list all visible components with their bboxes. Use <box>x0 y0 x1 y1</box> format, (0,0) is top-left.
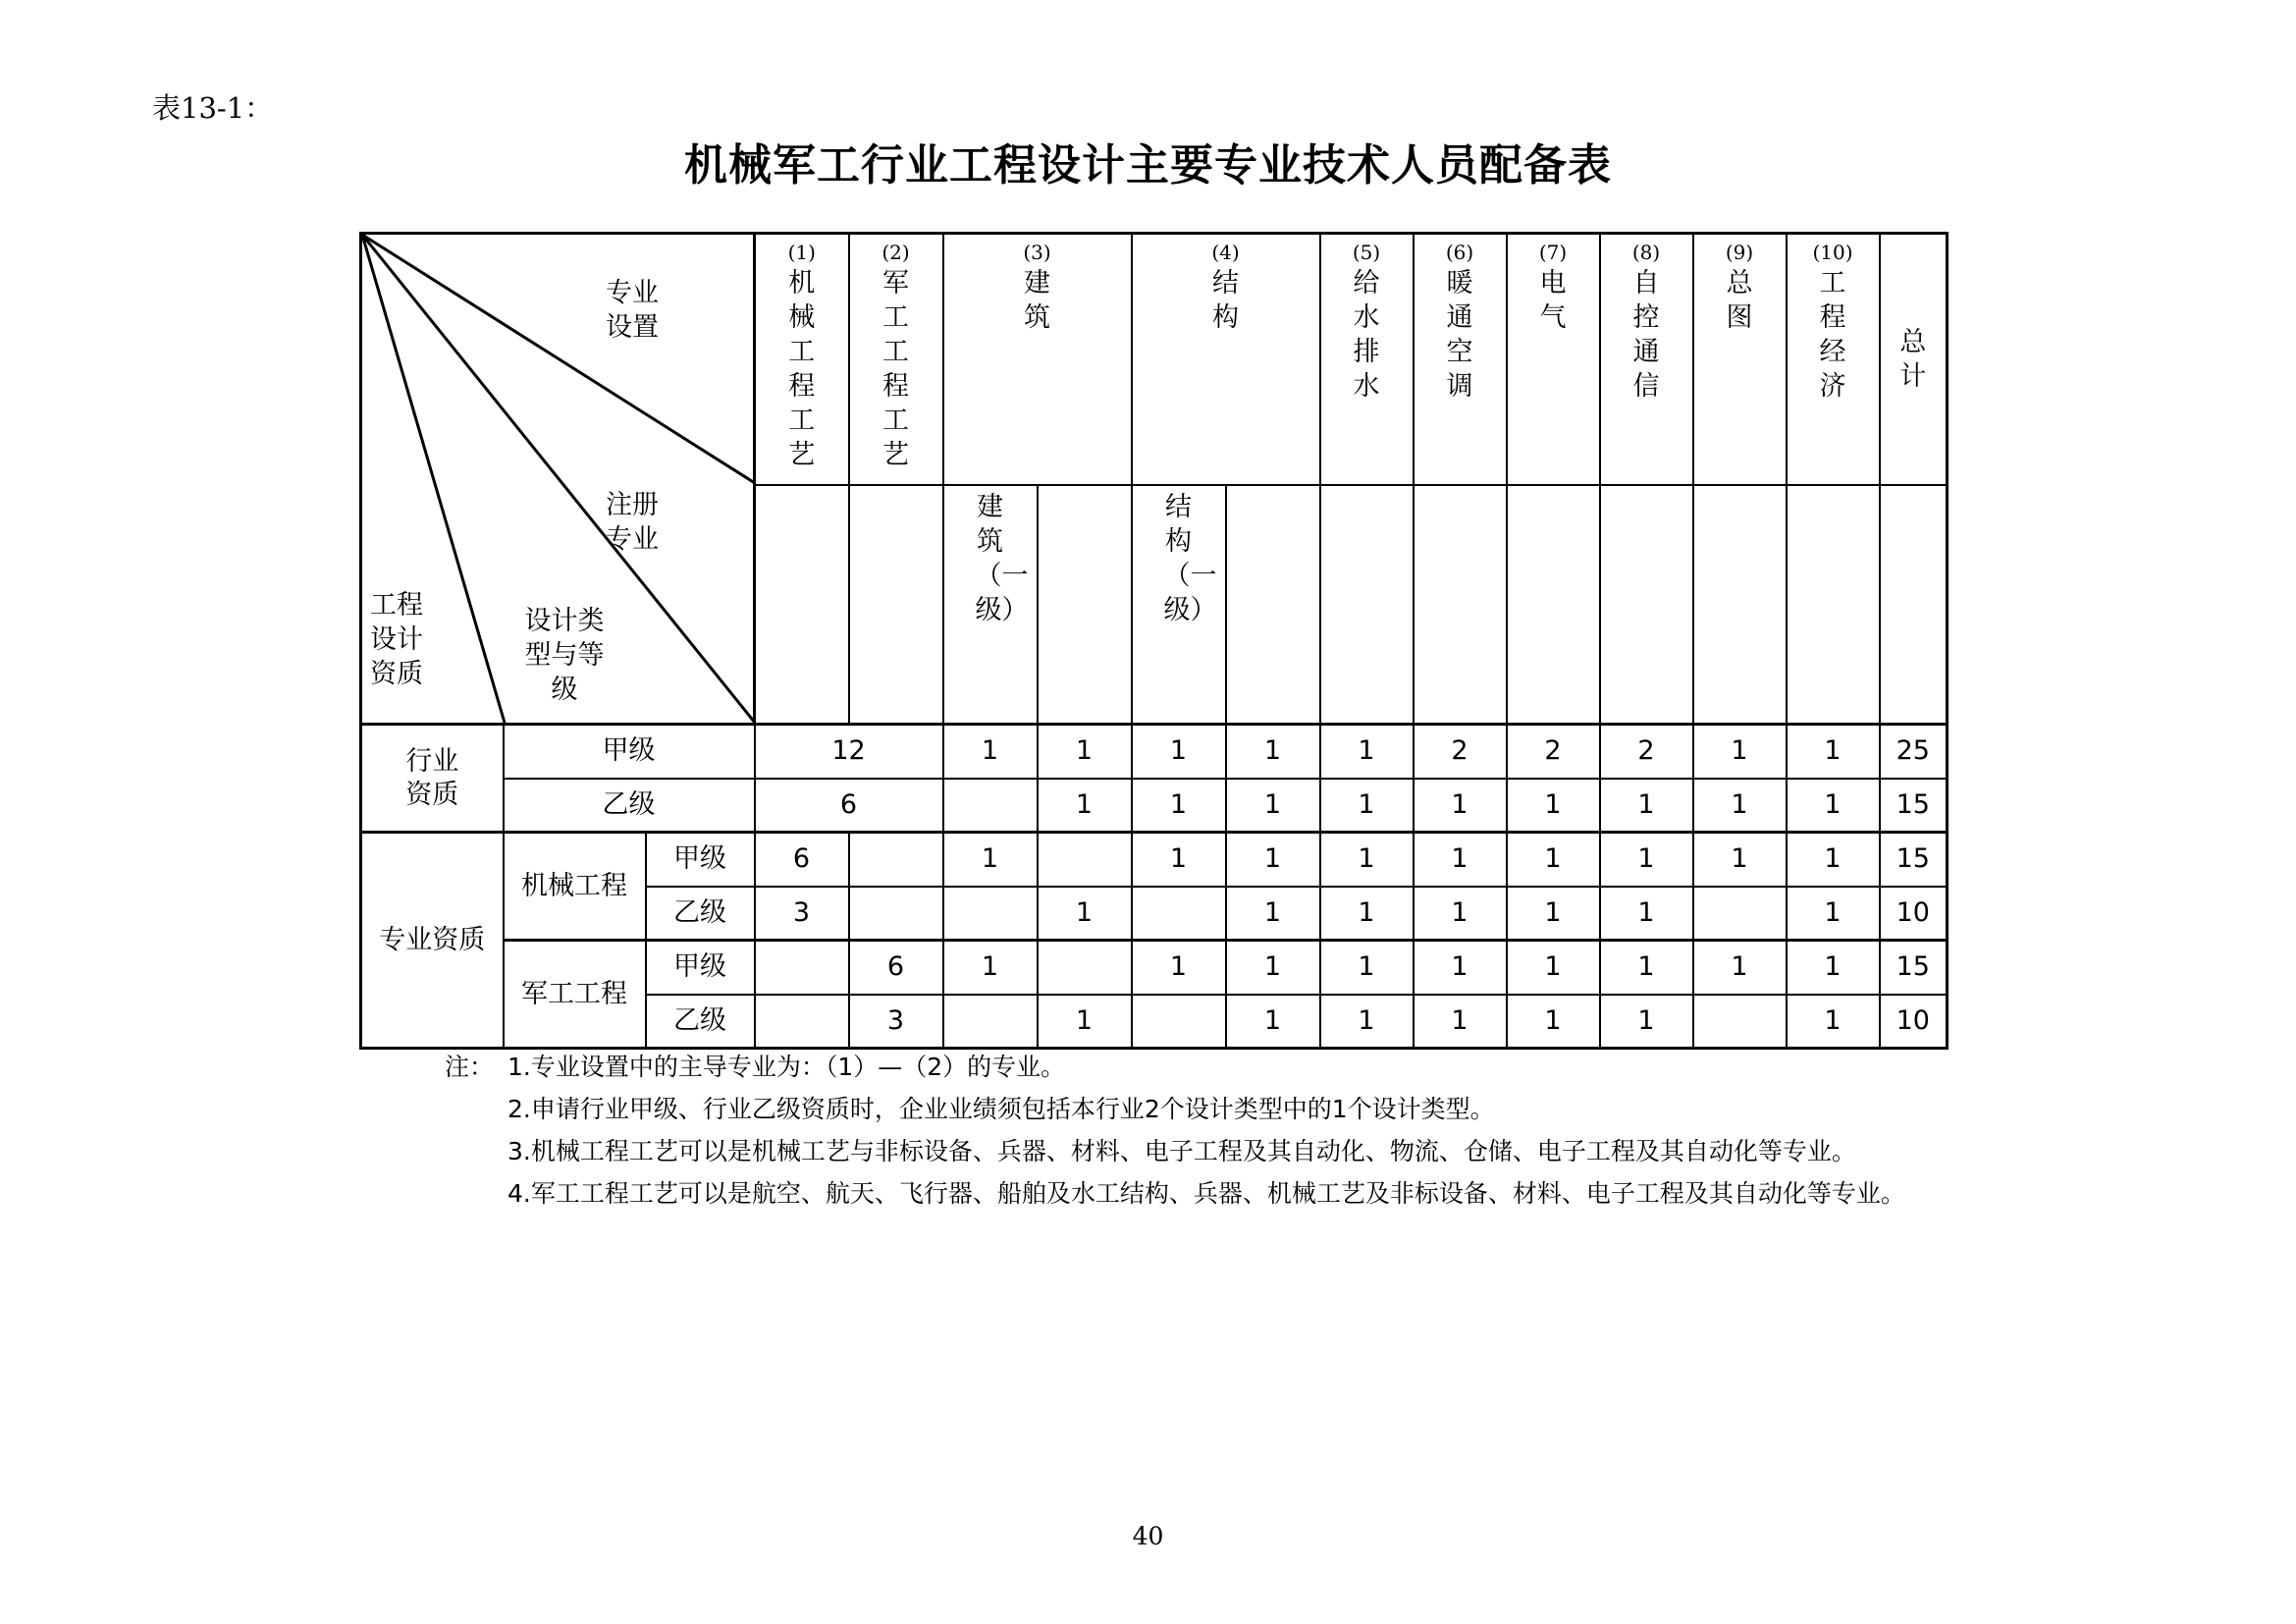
total-cell: 15 <box>1880 833 1948 887</box>
data-cell: 1 <box>1414 887 1507 941</box>
page-title: 机械军工行业工程设计主要专业技术人员配备表 <box>684 140 1612 190</box>
data-cell <box>1038 941 1132 995</box>
note-text: 1.专业设置中的主导专业为：（1）—（2）的专业。 <box>507 1053 1066 1081</box>
corner-label-qualification: 工程设计资质 <box>370 590 423 689</box>
diagonal-header <box>361 234 755 725</box>
level-cell: 甲级 <box>646 833 755 887</box>
registered-cell <box>1038 485 1132 725</box>
data-cell: 3 <box>849 995 943 1049</box>
note-item <box>445 1049 1956 1085</box>
note-text: 4.军工工程工艺可以是航空、航天、飞行器、船舶及水工结构、兵器、机械工艺及非标设备、材料、电子工程及其自动化等专业。 <box>507 1179 1905 1208</box>
data-cell <box>1132 887 1226 941</box>
data-cell: 1 <box>1226 887 1320 941</box>
registered-cell <box>1414 485 1507 725</box>
data-cell: 1 <box>1507 779 1600 833</box>
level-cell: 甲级 <box>646 941 755 995</box>
data-cell: 1 <box>943 941 1038 995</box>
total-cell: 25 <box>1880 725 1948 779</box>
registered-cell <box>1226 485 1320 725</box>
total-header: 总计 <box>1880 234 1948 485</box>
data-cell: 1 <box>1693 833 1787 887</box>
industry-qualification-label: 行业资质 <box>361 725 504 833</box>
data-cell: 1 <box>1787 833 1880 887</box>
data-cell <box>755 995 849 1049</box>
corner-label-major-setting: 专业设置 <box>606 278 659 343</box>
specialty-qualification-label: 专业资质 <box>361 833 504 1049</box>
data-cell <box>1693 995 1787 1049</box>
note-item <box>445 1175 1956 1212</box>
table-row <box>361 779 1948 833</box>
data-cell: 1 <box>943 725 1038 779</box>
data-cell <box>1038 833 1132 887</box>
level-cell: 甲级 <box>504 725 755 779</box>
major-header: (4) 结构 <box>1132 234 1320 485</box>
table-row <box>361 725 1948 779</box>
registered-cell-structure: 结构（一级） <box>1132 485 1226 725</box>
page-number: 40 <box>1132 1522 1164 1550</box>
data-cell: 1 <box>1787 725 1880 779</box>
data-cell: 1 <box>1320 995 1414 1049</box>
corner-label-design-type: 设计类型与等级 <box>524 606 605 705</box>
data-cell: 1 <box>1226 779 1320 833</box>
data-cell: 1 <box>1787 779 1880 833</box>
data-cell: 12 <box>755 725 943 779</box>
major-header: (2) 军工工程工艺 <box>849 234 943 485</box>
data-cell: 1 <box>1038 887 1132 941</box>
registered-cell-architecture: 建筑（一级） <box>943 485 1038 725</box>
data-cell: 2 <box>1600 725 1693 779</box>
data-cell: 1 <box>1414 941 1507 995</box>
data-cell <box>943 995 1038 1049</box>
data-cell: 1 <box>1600 833 1693 887</box>
data-cell: 3 <box>755 887 849 941</box>
corner-label-registered: 注册专业 <box>606 490 659 555</box>
registered-cell <box>755 485 849 725</box>
data-cell: 1 <box>943 833 1038 887</box>
data-cell: 1 <box>1132 779 1226 833</box>
total-cell: 15 <box>1880 779 1948 833</box>
data-cell: 1 <box>1693 941 1787 995</box>
data-cell: 1 <box>1787 995 1880 1049</box>
level-cell: 乙级 <box>646 995 755 1049</box>
data-cell: 2 <box>1414 725 1507 779</box>
total-cell: 15 <box>1880 941 1948 995</box>
data-cell: 1 <box>1600 779 1693 833</box>
data-cell: 1 <box>1414 833 1507 887</box>
notes <box>445 1049 1956 1218</box>
total-cell: 10 <box>1880 995 1948 1049</box>
data-cell <box>943 779 1038 833</box>
level-cell: 乙级 <box>504 779 755 833</box>
data-cell: 1 <box>1507 833 1600 887</box>
data-cell: 1 <box>1693 779 1787 833</box>
data-cell <box>755 941 849 995</box>
data-cell <box>849 887 943 941</box>
data-cell: 2 <box>1507 725 1600 779</box>
data-cell: 1 <box>1320 833 1414 887</box>
data-cell: 1 <box>1414 779 1507 833</box>
data-cell: 1 <box>1693 725 1787 779</box>
data-cell: 1 <box>1320 887 1414 941</box>
data-cell: 1 <box>1132 941 1226 995</box>
registered-cell <box>1880 485 1948 725</box>
major-header: (10) 工程经济 <box>1787 234 1880 485</box>
group-label-mechanical: 机械工程 <box>504 833 646 941</box>
note-item <box>445 1091 1956 1127</box>
data-cell: 1 <box>1600 941 1693 995</box>
level-cell: 乙级 <box>646 887 755 941</box>
data-cell: 1 <box>1038 995 1132 1049</box>
major-header: (9) 总图 <box>1693 234 1787 485</box>
major-header: (1) 机械工程工艺 <box>755 234 849 485</box>
registered-cell <box>1320 485 1414 725</box>
data-cell: 1 <box>1038 779 1132 833</box>
data-cell: 6 <box>849 941 943 995</box>
data-cell: 1 <box>1226 941 1320 995</box>
table-row <box>361 941 1948 995</box>
group-label-military: 军工工程 <box>504 941 646 1049</box>
major-header: (5) 给水排水 <box>1320 234 1414 485</box>
staff-table <box>359 232 1949 1050</box>
data-cell: 1 <box>1038 725 1132 779</box>
table-number: 表13-1： <box>152 91 274 125</box>
total-cell: 10 <box>1880 887 1948 941</box>
data-cell <box>1132 995 1226 1049</box>
data-cell: 1 <box>1226 995 1320 1049</box>
notes-prefix: 注： <box>445 1053 495 1081</box>
header-row-majors <box>361 234 1948 485</box>
data-cell: 1 <box>1226 833 1320 887</box>
registered-cell <box>849 485 943 725</box>
data-cell <box>849 833 943 887</box>
registered-cell <box>1600 485 1693 725</box>
data-cell: 1 <box>1507 887 1600 941</box>
data-cell: 1 <box>1787 887 1880 941</box>
registered-cell <box>1787 485 1880 725</box>
data-cell: 1 <box>1600 995 1693 1049</box>
data-cell: 6 <box>755 779 943 833</box>
major-header: (8) 自控通信 <box>1600 234 1693 485</box>
data-cell: 6 <box>755 833 849 887</box>
note-item <box>445 1133 1956 1169</box>
data-cell: 1 <box>1507 995 1600 1049</box>
major-header: (6) 暖通空调 <box>1414 234 1507 485</box>
registered-cell <box>1693 485 1787 725</box>
data-cell: 1 <box>1132 833 1226 887</box>
note-text: 3.机械工程工艺可以是机械工艺与非标设备、兵器、材料、电子工程及其自动化、物流、仓储、电子工程及其自动化等专业。 <box>507 1137 1856 1165</box>
data-cell: 1 <box>1226 725 1320 779</box>
major-header: (7) 电气 <box>1507 234 1600 485</box>
note-text: 2.申请行业甲级、行业乙级资质时，企业业绩须包括本行业2个设计类型中的1个设计类型。 <box>507 1095 1495 1123</box>
data-cell: 1 <box>1320 779 1414 833</box>
data-cell: 1 <box>1414 995 1507 1049</box>
data-cell <box>1693 887 1787 941</box>
data-cell: 1 <box>1600 887 1693 941</box>
registered-cell <box>1507 485 1600 725</box>
data-cell: 1 <box>1132 725 1226 779</box>
data-cell: 1 <box>1320 725 1414 779</box>
table-row <box>361 833 1948 887</box>
data-cell: 1 <box>1507 941 1600 995</box>
major-header: (3) 建筑 <box>943 234 1132 485</box>
data-cell: 1 <box>1320 941 1414 995</box>
data-cell: 1 <box>1787 941 1880 995</box>
data-cell <box>943 887 1038 941</box>
